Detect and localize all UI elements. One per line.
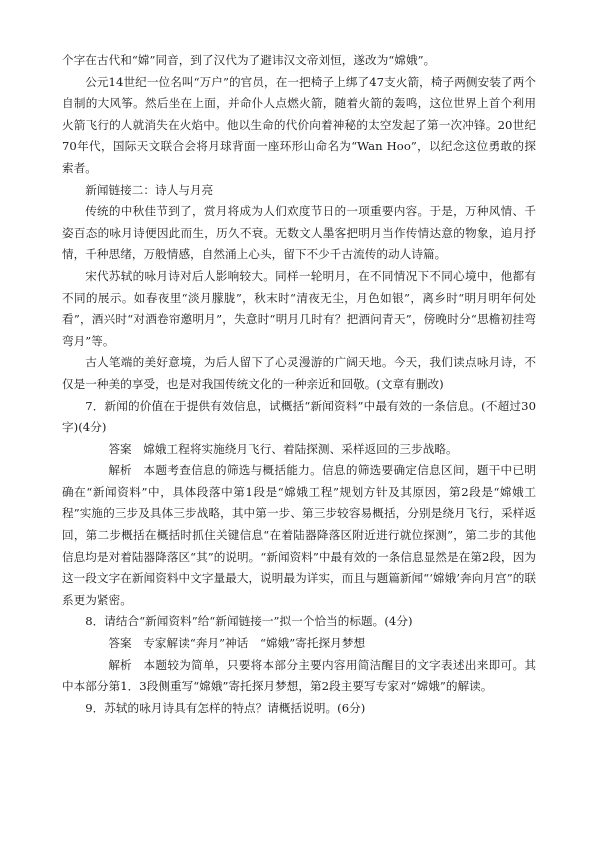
analysis-7 <box>62 460 536 611</box>
paragraph-continuation: 个字在古代和“嫦”同音，到了汉代为了避讳汉文帝刘恒，遂改为“嫦娥”。 <box>62 53 436 67</box>
question-9: 9．苏轼的咏月诗具有怎样的特点？请概括说明。(6分) <box>85 700 366 715</box>
analysis-text: 本题考查信息的筛选与概括能力。信息的筛选要确定信息区间，题干中已明确在“新闻资料”中，具体段落中第1段是“嫦娥工程”规划方针及其原因，第2段是“嫦娥工程”实施的三步及具体三步战略，其中第一步、第三步较容易概括，分别是绕月飞行，采样返回，第二步概括在概括时抓住关键信息“在着陆器降落区附近进行就位探测”，第二步的其他信息均是对着陆器降落区“其”的说明。“新闻资料”中最有效的一条信息显然是在第2段，因为这一段文字在新闻资料中文字量最大，说明最为详实，而且与题篇新闻“‘嫦娥’奔向月宫”的联系更为紧密。 <box>62 463 536 607</box>
document-page <box>62 50 536 719</box>
answer-label: 答案 <box>108 636 132 651</box>
answer-text: 嫦娥工程将实施绕月飞行、着陆探测、采样返回的三步战略。 <box>143 441 458 456</box>
analysis-text: 本题较为简单，只要将本部分主要内容用简洁醒目的文字表述出来即可。其中本部分第1．3段侧重写“嫦娥”寄托探月梦想，第2段主要写专家对“嫦娥”的解读。 <box>62 657 536 694</box>
section-heading-news-link-2: 新闻链接二：诗人与月亮 <box>85 182 214 197</box>
paragraph-sushi: 宋代苏轼的咏月诗对后人影响较大。同样一轮明月，在不同情况下不同心境中，他都有不同的展示。如春夜里“淡月朦胧”，秋末时“清夜无尘，月色如银”，离乡时“明月明年何处看”，酒兴时“对酒卷帘邀明月”，失意时“明月几时有？把酒问青天”，傍晚时分“思檐初挂弯弯月”等。 <box>62 268 536 348</box>
paragraph-wanhu: 公元14世纪一位名叫“万户”的官员，在一把椅子上绑了47支火箭，椅子两侧安装了两个自制的大风筝。然后坐在上面，并命仆人点燃火箭，随着火箭的轰鸣，这位世界上首个利用火箭飞行的人就消失在火焰中。他以生命的代价向着神秘的太空发起了第一次冲锋。20世纪70年代，国际天文联合会将月球背面一座环形山命名为“Wan Hoo”，以纪念这位勇敢的探索者。 <box>62 74 536 175</box>
paragraph-conclusion: 古人笔端的美好意境，为后人留下了心灵漫游的广阔天地。今天，我们读点咏月诗，不仅是一种美的享受，也是对我国传统文化的一种亲近和回敬。(文章有删改) <box>62 355 536 391</box>
answer-text: 专家解读“奔月”神话 “嫦娥”寄托探月梦想 <box>143 636 366 651</box>
answer-7 <box>62 439 536 461</box>
answer-label: 答案 <box>108 441 132 456</box>
question-7: 7．新闻的价值在于提供有效信息，试概括“新闻资料”中最有效的一条信息。(不超过30字)(4分) <box>62 398 536 435</box>
analysis-8 <box>62 655 536 698</box>
question-8: 8．请结合“新闻资料”给“新闻链接一”拟一个恰当的标题。(4分) <box>85 614 413 629</box>
analysis-label: 解析 <box>108 463 132 478</box>
analysis-label: 解析 <box>108 657 132 672</box>
paragraph-mid-autumn: 传统的中秋佳节到了，赏月将成为人们欢度节日的一项重要内容。于是，万种风情、千姿百态的咏月诗便因此而生，历久不衰。无数文人墨客把明月当作传情达意的物象，追月抒情，千种思绪，万般情感，自然涌上心头，留下不少千古流传的动人诗篇。 <box>62 204 536 262</box>
answer-8 <box>62 633 536 655</box>
